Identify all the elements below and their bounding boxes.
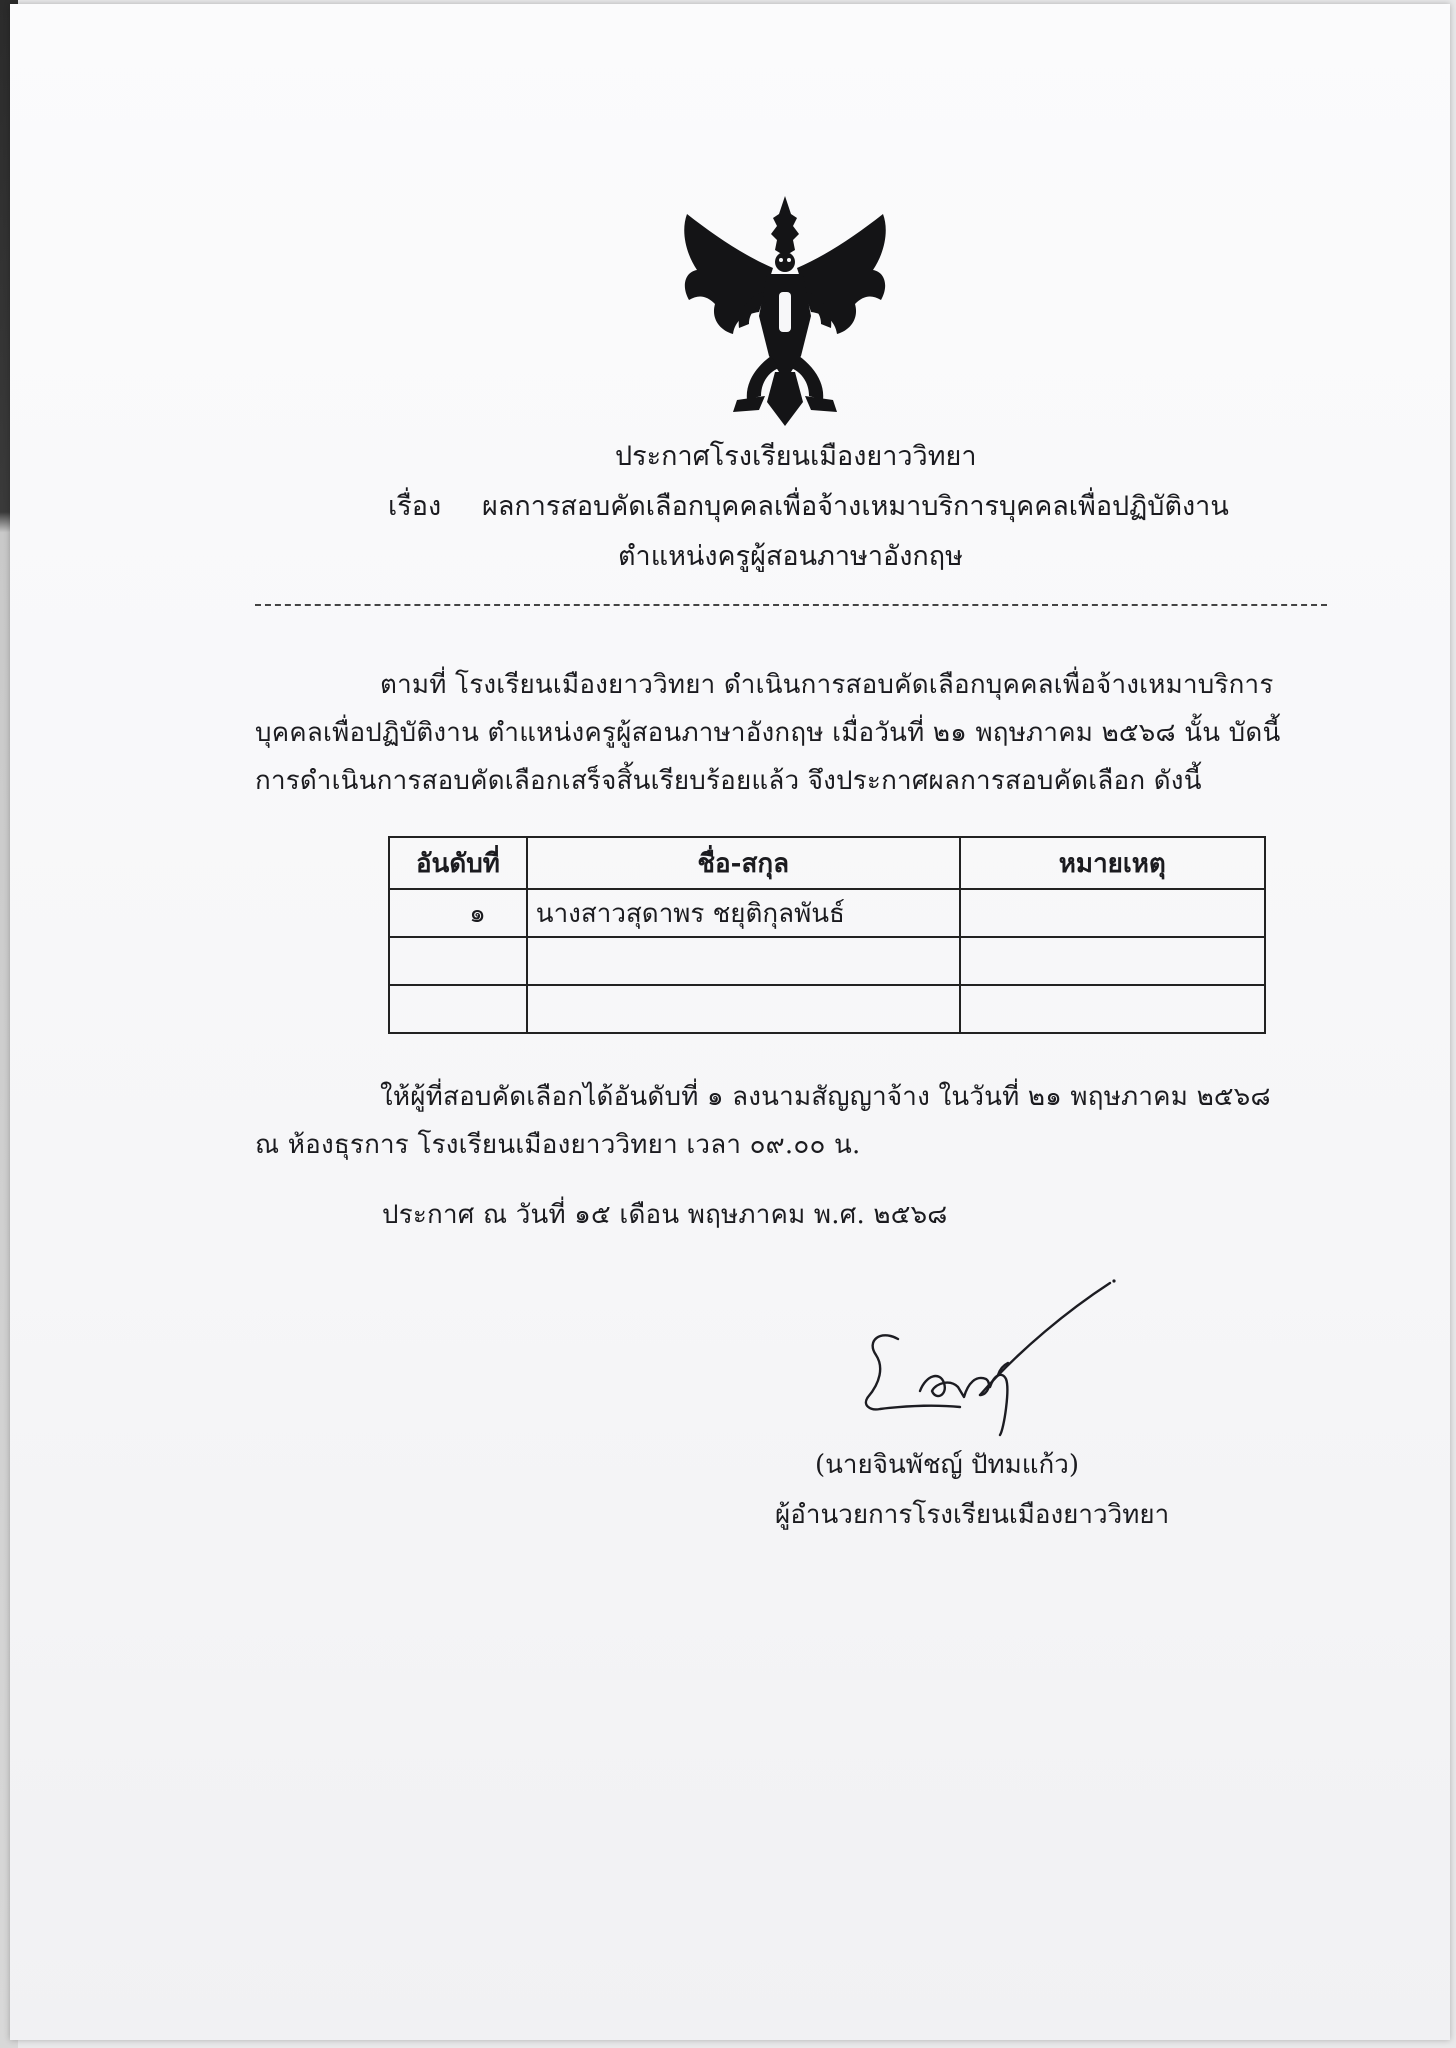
results-table (388, 836, 1266, 1034)
cell-remark (960, 937, 1265, 985)
cell-rank (389, 985, 527, 1033)
paragraph-1-line-2: บุคคลเพื่อปฏิบัติงาน ตำแหน่งครูผู้สอนภาษาอังกฤษ เมื่อวันที่ ๒๑ พฤษภาคม ๒๕๖๘ นั้น บัดนี้ (255, 718, 1281, 748)
paragraph-1-line-3: การดำเนินการสอบคัดเลือกเสร็จสิ้นเรียบร้อยแล้ว จึงประกาศผลการสอบคัดเลือก ดังนี้ (255, 766, 1202, 796)
subject-line-2: ตำแหน่งครูผู้สอนภาษาอังกฤษ (618, 541, 963, 572)
table-row (389, 937, 1265, 985)
cell-rank: ๑ (389, 889, 527, 937)
cell-name (527, 985, 960, 1033)
paragraph-2-line-1: ให้ผู้ที่สอบคัดเลือกได้อันดับที่ ๑ ลงนามสัญญาจ้าง ในวันที่ ๒๑ พฤษภาคม ๒๕๖๘ (380, 1082, 1271, 1112)
cell-name: นางสาวสุดาพร ชยุติกุลพันธ์ (527, 889, 960, 937)
subject-line-1: ผลการสอบคัดเลือกบุคคลเพื่อจ้างเหมาบริการบุคคลเพื่อปฏิบัติงาน (482, 491, 1229, 522)
cell-remark (960, 889, 1265, 937)
table-header-row (389, 837, 1265, 889)
header-name: ชื่อ-สกุล (527, 837, 960, 889)
paragraph-1-line-1: ตามที่ โรงเรียนเมืองยาววิทยา ดำเนินการสอบคัดเลือกบุคคลเพื่อจ้างเหมาบริการ (380, 670, 1274, 700)
announcement-date: ประกาศ ณ วันที่ ๑๕ เดือน พฤษภาคม พ.ศ. ๒๕๖๘ (382, 1200, 948, 1230)
cell-remark (960, 985, 1265, 1033)
paragraph-2-line-2: ณ ห้องธุรการ โรงเรียนเมืองยาววิทยา เวลา ๐๙.๐๐ น. (255, 1130, 861, 1160)
table-row (389, 985, 1265, 1033)
cell-rank (389, 937, 527, 985)
header-rank: อันดับที่ (389, 837, 527, 889)
signatory-title: ผู้อำนวยการโรงเรียนเมืองยาววิทยา (775, 1500, 1170, 1530)
divider (255, 604, 1327, 606)
cell-name (527, 937, 960, 985)
garuda-emblem-icon (675, 196, 895, 426)
header-remark: หมายเหตุ (960, 837, 1265, 889)
document-page (10, 4, 1450, 2040)
table-row (389, 889, 1265, 937)
signatory-name: (นายจินพัชญ์ ปัทมแก้ว) (815, 1450, 1079, 1480)
announcement-title: ประกาศโรงเรียนเมืองยาววิทยา (615, 441, 977, 472)
handwritten-signature (840, 1279, 1140, 1439)
subject-label: เรื่อง (388, 491, 442, 522)
